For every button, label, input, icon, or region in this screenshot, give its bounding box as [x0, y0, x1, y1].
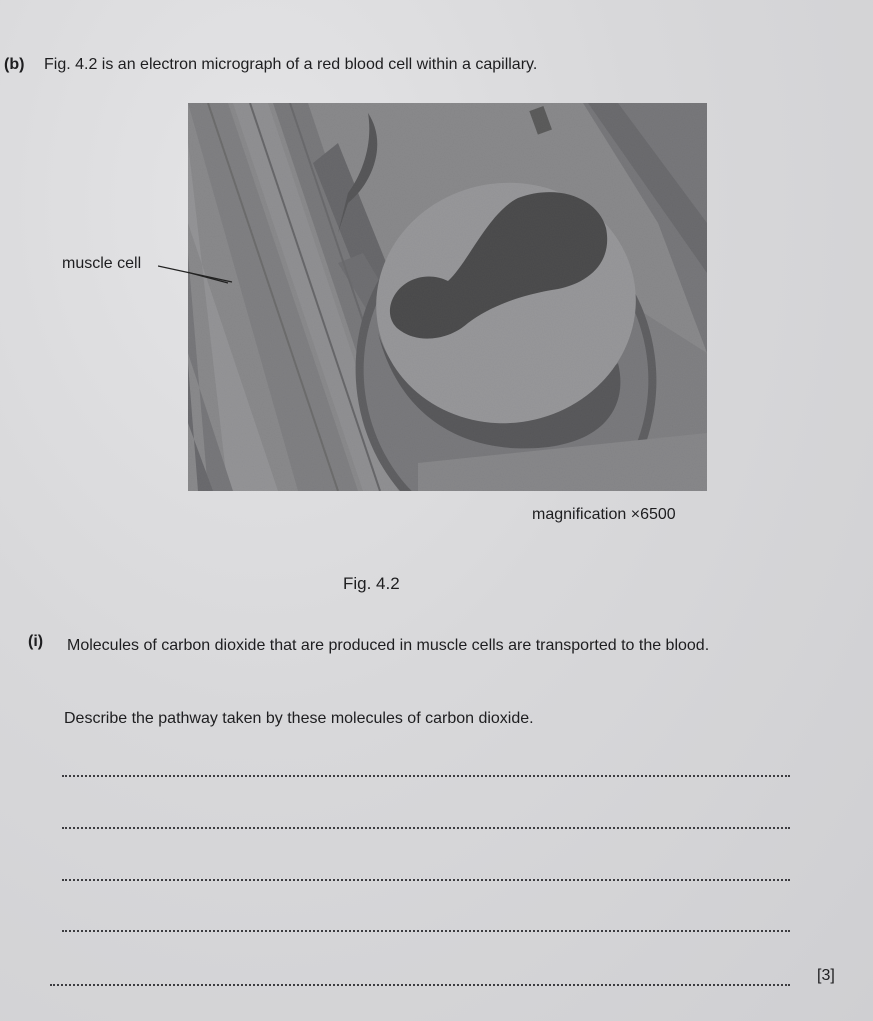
- electron-micrograph: [188, 103, 707, 491]
- part-label: (b): [4, 56, 25, 73]
- answer-line[interactable]: [50, 984, 790, 986]
- sub-part-text: Molecules of carbon dioxide that are produced in muscle cells are transported to the blood.: [67, 637, 710, 654]
- answer-line[interactable]: [62, 775, 790, 777]
- magnification-label: magnification ×6500: [532, 506, 676, 523]
- muscle-cell-label: muscle cell: [62, 255, 142, 272]
- part-intro-text: Fig. 4.2 is an electron micrograph of a red blood cell within a capillary.: [44, 56, 538, 73]
- answer-line[interactable]: [62, 827, 790, 829]
- answer-line[interactable]: [62, 930, 790, 932]
- muscle-cell-leader-line: [158, 260, 248, 290]
- figure-caption: Fig. 4.2: [343, 574, 400, 593]
- marks-indicator: [3]: [817, 967, 835, 984]
- question-instruction: Describe the pathway taken by these molecules of carbon dioxide.: [64, 710, 534, 727]
- answer-line[interactable]: [62, 879, 790, 881]
- sub-part-label: (i): [28, 633, 44, 650]
